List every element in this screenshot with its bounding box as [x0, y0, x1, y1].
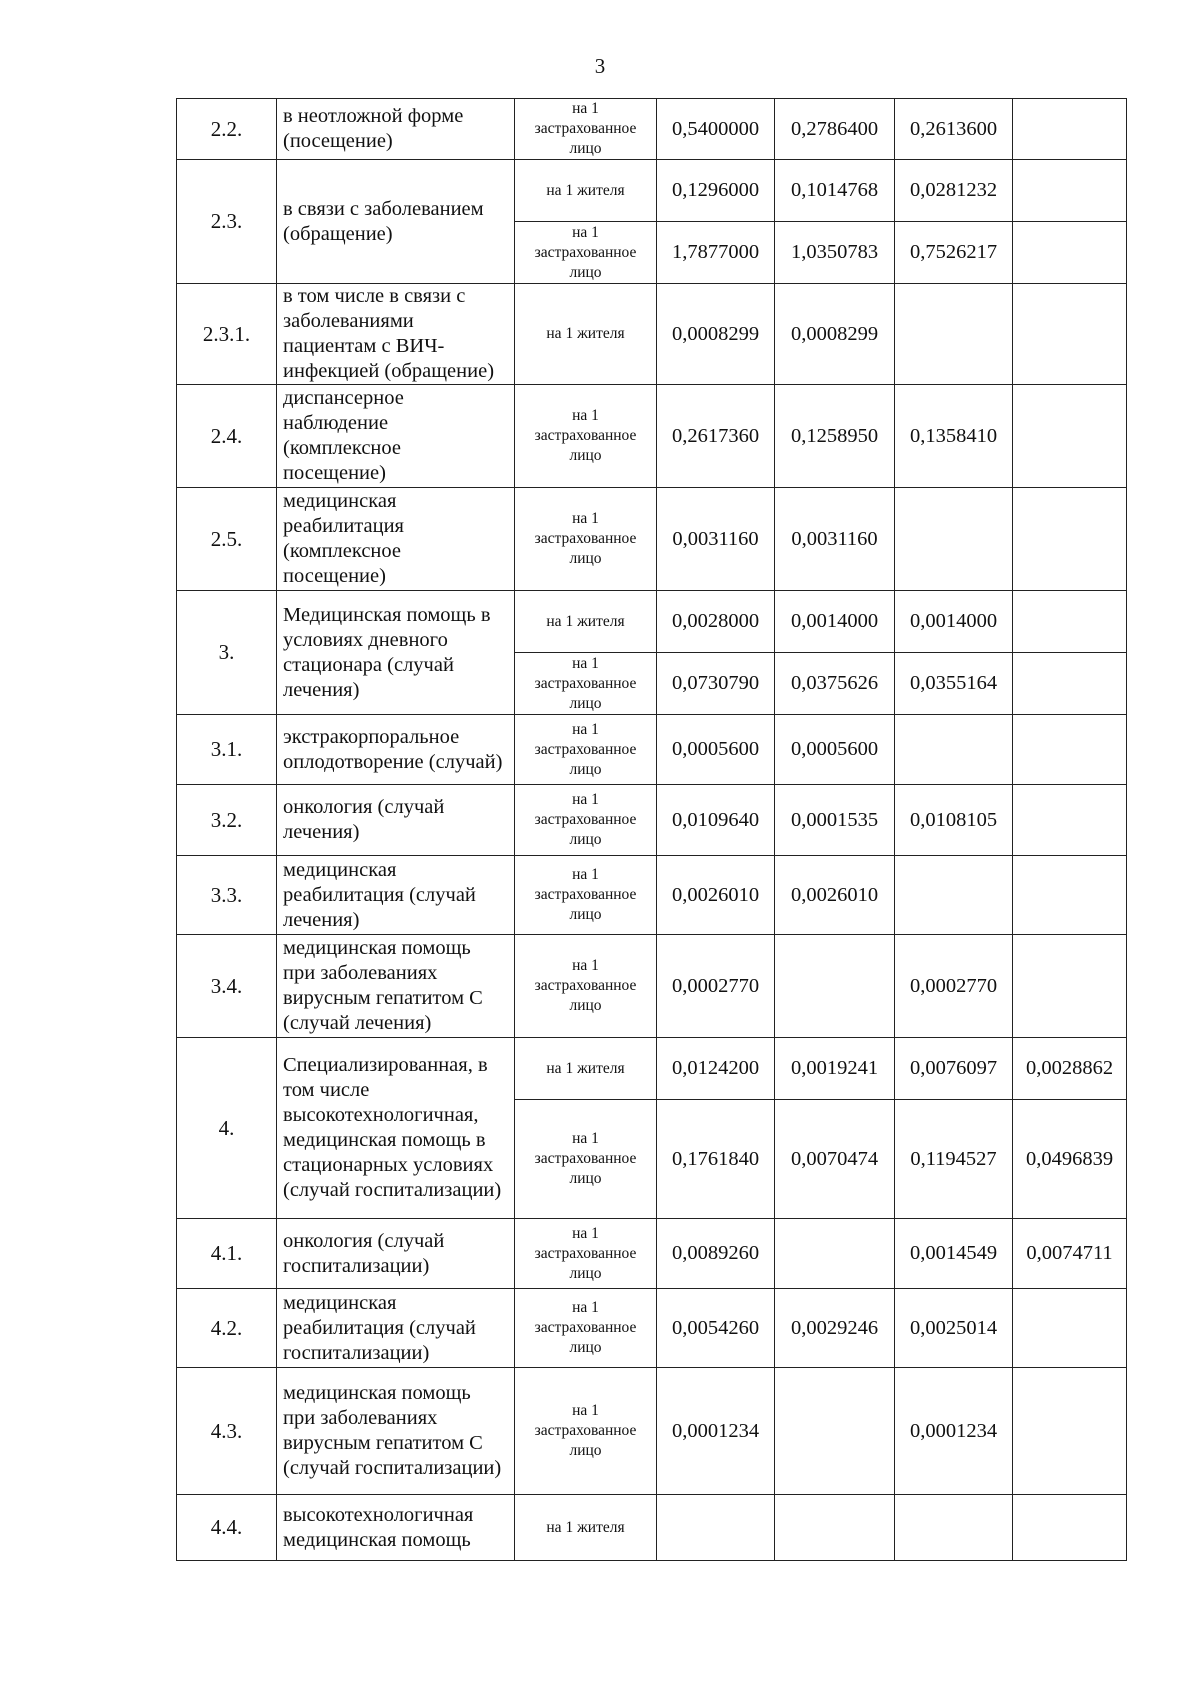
value-cell-1: 0,0008299 [657, 284, 775, 385]
row-name: медицинская реабилитация (случай лечения) [277, 856, 515, 935]
value-cell-3 [895, 715, 1013, 785]
value-cell-1: 0,1296000 [657, 160, 775, 222]
value-cell-2: 0,0019241 [775, 1038, 895, 1100]
table-body [177, 99, 1127, 1561]
unit-cell: на 1 жителя [515, 284, 657, 385]
table-row [177, 785, 1127, 856]
table-row [177, 488, 1127, 591]
table-row [177, 935, 1127, 1038]
row-number: 2.2. [177, 99, 277, 160]
row-number: 4.1. [177, 1219, 277, 1289]
norms-table [176, 98, 1127, 1561]
value-cell-1: 0,0109640 [657, 785, 775, 856]
value-cell-4: 0,0074711 [1013, 1219, 1127, 1289]
value-cell-1: 0,1761840 [657, 1100, 775, 1219]
row-name: Медицинская помощь в условиях дневного стационара (случай лечения) [277, 591, 515, 715]
value-cell-2: 0,0001535 [775, 785, 895, 856]
row-name: Специализированная, в том числе высокотехнологичная, медицинская помощь в стационарных условиях (случай госпитализации) [277, 1038, 515, 1219]
table-row [177, 1368, 1127, 1495]
table-row [177, 284, 1127, 385]
table-row [177, 1289, 1127, 1368]
unit-cell: на 1 жителя [515, 160, 657, 222]
value-cell-3: 0,2613600 [895, 99, 1013, 160]
row-number: 4. [177, 1038, 277, 1219]
unit-cell: на 1 застрахованное лицо [515, 488, 657, 591]
row-number: 3.3. [177, 856, 277, 935]
row-number: 2.3. [177, 160, 277, 284]
value-cell-4: 0,0028862 [1013, 1038, 1127, 1100]
value-cell-2: 0,2786400 [775, 99, 895, 160]
value-cell-1: 0,0031160 [657, 488, 775, 591]
unit-cell: на 1 застрахованное лицо [515, 935, 657, 1038]
value-cell-1: 0,0124200 [657, 1038, 775, 1100]
table-row [177, 591, 1127, 653]
value-cell-2: 0,0014000 [775, 591, 895, 653]
value-cell-2 [775, 935, 895, 1038]
unit-cell: на 1 застрахованное лицо [515, 856, 657, 935]
row-number: 4.2. [177, 1289, 277, 1368]
row-number: 3.1. [177, 715, 277, 785]
row-number: 2.3.1. [177, 284, 277, 385]
row-name: онкология (случай лечения) [277, 785, 515, 856]
table-row [177, 160, 1127, 222]
value-cell-2: 0,1014768 [775, 160, 895, 222]
value-cell-1: 0,0026010 [657, 856, 775, 935]
row-name: медицинская реабилитация (комплексное посещение) [277, 488, 515, 591]
value-cell-4 [1013, 385, 1127, 488]
row-name: медицинская помощь при заболеваниях вирусным гепатитом С (случай лечения) [277, 935, 515, 1038]
page-number: 3 [594, 54, 606, 78]
value-cell-1: 0,0028000 [657, 591, 775, 653]
value-cell-3: 0,0014000 [895, 591, 1013, 653]
value-cell-1: 1,7877000 [657, 222, 775, 284]
row-name: в связи с заболеванием (обращение) [277, 160, 515, 284]
row-name: в неотложной форме (посещение) [277, 99, 515, 160]
unit-cell: на 1 застрахованное лицо [515, 653, 657, 715]
value-cell-3 [895, 856, 1013, 935]
value-cell-3: 0,0001234 [895, 1368, 1013, 1495]
unit-cell: на 1 застрахованное лицо [515, 1219, 657, 1289]
row-name: онкология (случай госпитализации) [277, 1219, 515, 1289]
value-cell-1: 0,0730790 [657, 653, 775, 715]
unit-cell: на 1 жителя [515, 591, 657, 653]
value-cell-4 [1013, 591, 1127, 653]
value-cell-2: 0,0005600 [775, 715, 895, 785]
row-name: экстракорпоральное оплодотворение (случай) [277, 715, 515, 785]
value-cell-4 [1013, 653, 1127, 715]
value-cell-4 [1013, 715, 1127, 785]
table-row [177, 1219, 1127, 1289]
value-cell-2: 0,0070474 [775, 1100, 895, 1219]
value-cell-4 [1013, 99, 1127, 160]
table-row [177, 1038, 1127, 1100]
table-row [177, 715, 1127, 785]
value-cell-1 [657, 1495, 775, 1561]
value-cell-3: 0,0108105 [895, 785, 1013, 856]
value-cell-2: 0,0026010 [775, 856, 895, 935]
value-cell-4 [1013, 284, 1127, 385]
value-cell-2 [775, 1219, 895, 1289]
unit-cell: на 1 застрахованное лицо [515, 99, 657, 160]
value-cell-3 [895, 284, 1013, 385]
value-cell-1: 0,0054260 [657, 1289, 775, 1368]
table-row [177, 385, 1127, 488]
value-cell-4 [1013, 1495, 1127, 1561]
row-number: 3.2. [177, 785, 277, 856]
value-cell-2: 0,0029246 [775, 1289, 895, 1368]
value-cell-1: 0,0005600 [657, 715, 775, 785]
value-cell-2: 0,0375626 [775, 653, 895, 715]
value-cell-4 [1013, 160, 1127, 222]
value-cell-3: 0,0025014 [895, 1289, 1013, 1368]
row-name: медицинская реабилитация (случай госпитализации) [277, 1289, 515, 1368]
value-cell-2: 0,0031160 [775, 488, 895, 591]
table-row [177, 1495, 1127, 1561]
table-row [177, 99, 1127, 160]
value-cell-3: 0,0014549 [895, 1219, 1013, 1289]
unit-cell: на 1 застрахованное лицо [515, 785, 657, 856]
value-cell-3: 0,1358410 [895, 385, 1013, 488]
value-cell-2 [775, 1368, 895, 1495]
value-cell-3: 0,1194527 [895, 1100, 1013, 1219]
unit-cell: на 1 жителя [515, 1495, 657, 1561]
value-cell-1: 0,0002770 [657, 935, 775, 1038]
value-cell-4 [1013, 856, 1127, 935]
value-cell-1: 0,0001234 [657, 1368, 775, 1495]
unit-cell: на 1 застрахованное лицо [515, 222, 657, 284]
value-cell-4 [1013, 1368, 1127, 1495]
unit-cell: на 1 застрахованное лицо [515, 1368, 657, 1495]
row-name: диспансерное наблюдение (комплексное посещение) [277, 385, 515, 488]
unit-cell: на 1 застрахованное лицо [515, 385, 657, 488]
value-cell-2: 0,0008299 [775, 284, 895, 385]
row-number: 4.3. [177, 1368, 277, 1495]
value-cell-4 [1013, 488, 1127, 591]
value-cell-1: 0,2617360 [657, 385, 775, 488]
unit-cell: на 1 застрахованное лицо [515, 715, 657, 785]
value-cell-4 [1013, 1289, 1127, 1368]
row-name: медицинская помощь при заболеваниях вирусным гепатитом С (случай госпитализации) [277, 1368, 515, 1495]
value-cell-1: 0,0089260 [657, 1219, 775, 1289]
row-number: 3. [177, 591, 277, 715]
row-number: 2.4. [177, 385, 277, 488]
row-name: высокотехнологичная медицинская помощь [277, 1495, 515, 1561]
table-row [177, 856, 1127, 935]
value-cell-3: 0,0355164 [895, 653, 1013, 715]
row-number: 4.4. [177, 1495, 277, 1561]
value-cell-4 [1013, 935, 1127, 1038]
row-name: в том числе в связи с заболеваниями пациентам с ВИЧ-инфекцией (обращение) [277, 284, 515, 385]
unit-cell: на 1 жителя [515, 1038, 657, 1100]
value-cell-3: 0,0076097 [895, 1038, 1013, 1100]
value-cell-3 [895, 488, 1013, 591]
value-cell-2: 1,0350783 [775, 222, 895, 284]
value-cell-1: 0,5400000 [657, 99, 775, 160]
value-cell-4 [1013, 785, 1127, 856]
value-cell-3: 0,7526217 [895, 222, 1013, 284]
value-cell-3: 0,0002770 [895, 935, 1013, 1038]
value-cell-4 [1013, 222, 1127, 284]
value-cell-4: 0,0496839 [1013, 1100, 1127, 1219]
value-cell-3 [895, 1495, 1013, 1561]
value-cell-2: 0,1258950 [775, 385, 895, 488]
unit-cell: на 1 застрахованное лицо [515, 1100, 657, 1219]
row-number: 2.5. [177, 488, 277, 591]
value-cell-3: 0,0281232 [895, 160, 1013, 222]
unit-cell: на 1 застрахованное лицо [515, 1289, 657, 1368]
value-cell-2 [775, 1495, 895, 1561]
row-number: 3.4. [177, 935, 277, 1038]
